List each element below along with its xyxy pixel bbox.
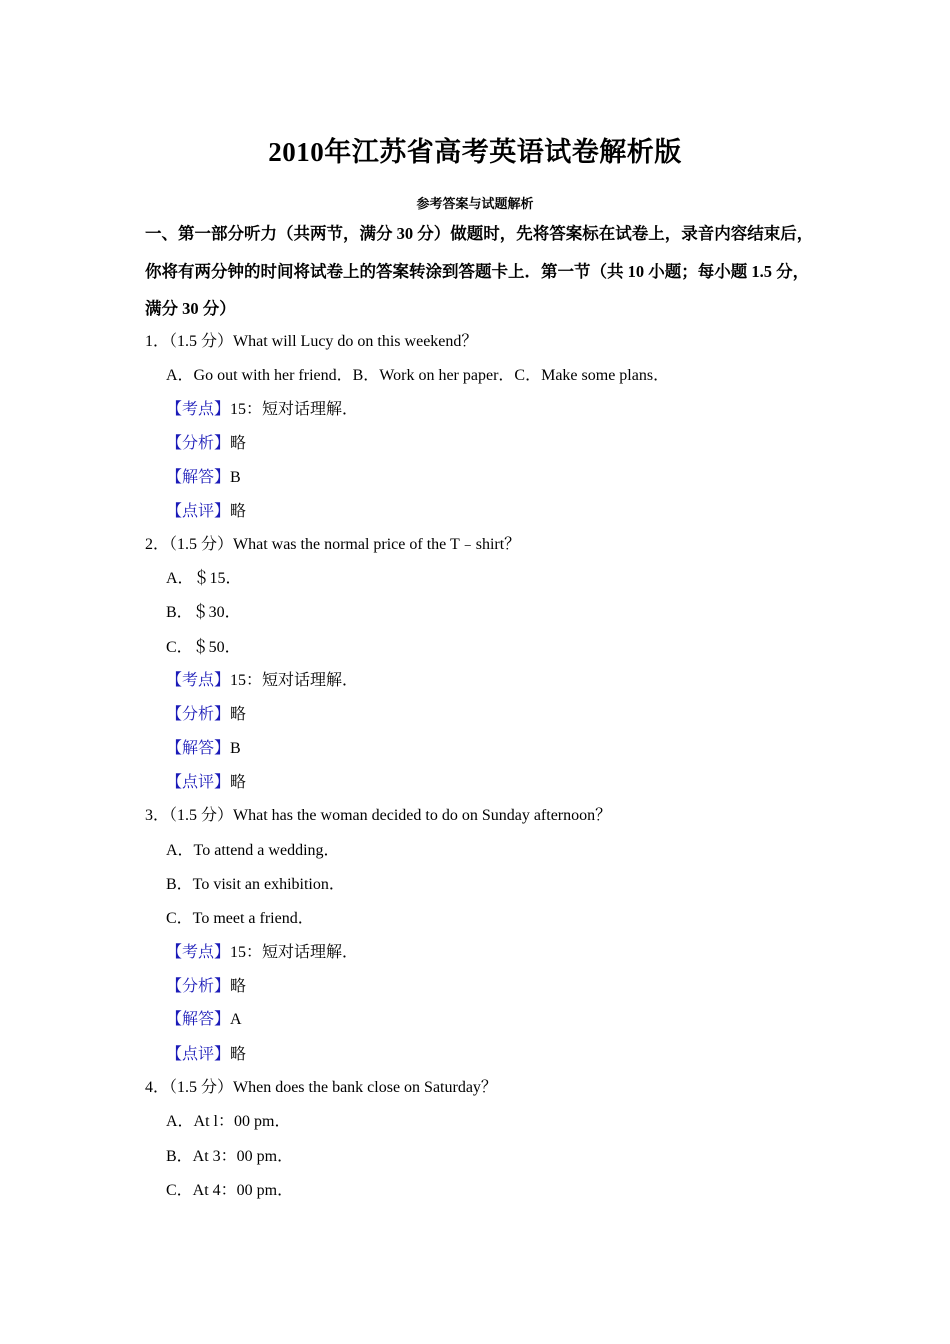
question-1-dianping — [166, 502, 246, 522]
jieda-text: B — [230, 469, 241, 486]
tag-kaodian: 【考点】 — [166, 401, 231, 418]
question-2-option-c: C．＄50． — [166, 639, 241, 656]
question-2: 2．（1.5 分）What was the normal price of the T﹣shirt？ — [145, 536, 521, 553]
tag-dianping: 【点评】 — [166, 503, 231, 520]
question-2-option-a: A．＄15． — [166, 570, 242, 587]
tag-jieda: 【解答】 — [166, 469, 231, 486]
tag-kaodian: 【考点】 — [166, 944, 231, 961]
question-4-option-b: B．At 3：00 pm． — [166, 1148, 294, 1165]
question-1-options: A．Go out with her friend．B．Work on her paper．C．Make some plans． — [166, 367, 670, 384]
question-3-kaodian — [166, 943, 358, 963]
question-2-kaodian — [166, 671, 358, 691]
tag-jieda: 【解答】 — [166, 1011, 231, 1028]
tag-fenxi: 【分析】 — [166, 706, 231, 723]
question-2-option-b: B．＄30． — [166, 604, 241, 621]
tag-kaodian: 【考点】 — [166, 672, 231, 689]
fenxi-text: 略 — [230, 978, 247, 995]
question-1-kaodian — [166, 400, 358, 420]
tag-dianping: 【点评】 — [166, 1046, 231, 1063]
question-1-jieda — [166, 468, 241, 488]
page-subtitle: 参考答案与试题解析 — [416, 196, 534, 211]
question-3-jieda — [166, 1010, 242, 1030]
section-heading: 一、第一部分听力（共两节，满分 30 分）做题时，先将答案标在试卷上，录音内容结束后，你将有两分钟的时间将试卷上的答案转涂到答题卡上．第一节（共 10 小题；每小题 1.5 分，满分 30 分） — [145, 224, 814, 318]
jieda-text: A — [230, 1011, 242, 1028]
question-3-option-b: B．To visit an exhibition． — [166, 876, 345, 893]
jieda-text: B — [230, 740, 241, 757]
dianping-text: 略 — [230, 1046, 247, 1063]
dianping-text: 略 — [230, 774, 247, 791]
question-1: 1．（1.5 分）What will Lucy do on this weekend？ — [145, 333, 478, 350]
question-2-fenxi — [166, 705, 246, 725]
tag-dianping: 【点评】 — [166, 774, 231, 791]
question-1-fenxi — [166, 434, 246, 454]
tag-fenxi: 【分析】 — [166, 978, 231, 995]
question-3-option-c: C．To meet a friend． — [166, 910, 314, 927]
kaodian-text: 15：短对话理解． — [230, 944, 359, 961]
dianping-text: 略 — [230, 503, 247, 520]
page-title: 2010年江苏省高考英语试卷解析版 — [268, 137, 682, 167]
tag-jieda: 【解答】 — [166, 740, 231, 757]
question-2-dianping — [166, 773, 246, 793]
kaodian-text: 15：短对话理解． — [230, 401, 359, 418]
question-3-option-a: A．To attend a wedding． — [166, 842, 340, 859]
question-4-option-a: A．At l：00 pm． — [166, 1113, 291, 1130]
question-3-dianping — [166, 1045, 246, 1065]
fenxi-text: 略 — [230, 706, 247, 723]
question-3-fenxi — [166, 977, 246, 997]
tag-fenxi: 【分析】 — [166, 435, 231, 452]
question-4-option-c: C．At 4：00 pm． — [166, 1182, 294, 1199]
question-4: 4．（1.5 分）When does the bank close on Saturday？ — [145, 1079, 497, 1096]
fenxi-text: 略 — [230, 435, 247, 452]
question-3: 3．（1.5 分）What has the woman decided to do on Sunday afternoon？ — [145, 807, 612, 824]
question-2-jieda — [166, 739, 241, 759]
kaodian-text: 15：短对话理解． — [230, 672, 359, 689]
